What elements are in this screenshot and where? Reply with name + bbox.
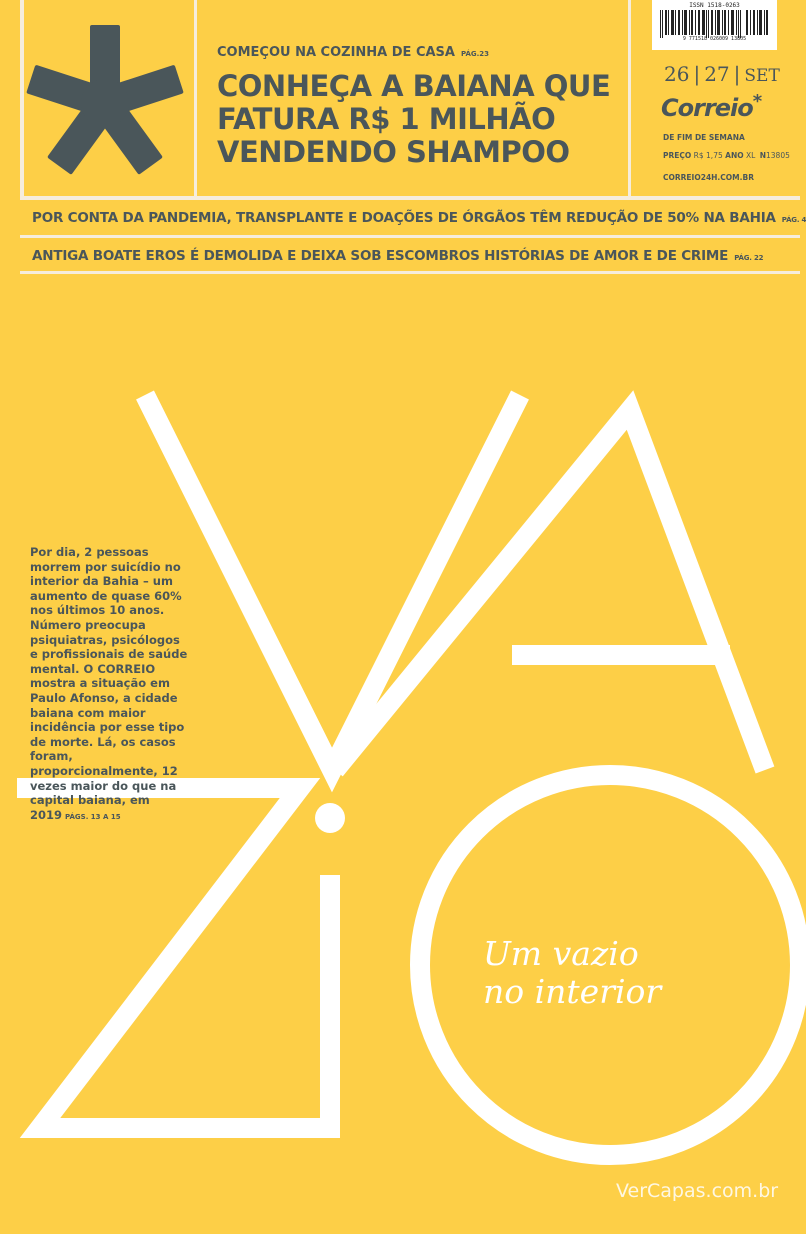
letter-z	[17, 788, 330, 1128]
year-label: ANO	[725, 151, 744, 160]
year-value: XL	[746, 151, 756, 160]
deck-line-1: Um vazio	[483, 934, 639, 973]
headline-line-1: CONHEÇA A BAIANA QUE	[217, 69, 611, 103]
top-story-kicker-text: COMEÇOU NA COZINHA DE CASA	[217, 45, 455, 60]
date-day-2: 27	[704, 62, 730, 86]
barcode-digits: 9 771518 026009 13805	[682, 36, 747, 42]
teaser-2-text: ANTIGA BOATE EROS É DEMOLIDA E DEIXA SOB ESCOMBROS HISTÓRIAS DE AMOR E DE CRIME	[32, 248, 729, 264]
brand-name: Correio	[661, 94, 753, 122]
headline-line-2: FATURA R$ 1 MILHÃO	[217, 102, 556, 136]
site-watermark: VerCapas.com.br	[616, 1180, 779, 1202]
letter-i-dot	[315, 803, 345, 833]
teaser-1-page: PÁG. 4	[781, 216, 806, 224]
top-story-kicker-page: PÁG.23	[460, 50, 490, 58]
price-value: R$ 1,75	[693, 151, 723, 160]
main-story-page: PÁGS. 13 A 15	[65, 812, 121, 821]
date-separator-2: |	[733, 62, 741, 86]
main-story-deck	[483, 935, 661, 1011]
main-story-text: Por dia, 2 pessoas morrem por suicídio no interior da Bahia – um aumento de quase 60% nos últimos 10 anos. Número preocupa psiquiatras, psicólogos e profissionais de saúde mental. O CORREIO mostra a situação em Paulo Afonso, a cidade baiana com maior incidência por esse tipo de morte. Lá, os casos foram, proporcionalmente, 12 vezes maior do que na capital baiana, em 2019	[30, 545, 188, 822]
date-month: SET	[744, 66, 780, 86]
date-separator-1: |	[693, 62, 701, 86]
teaser-2-page: PÁG. 22	[734, 254, 764, 262]
letter-v	[145, 395, 520, 770]
deck-line-2: no interior	[483, 972, 662, 1011]
letter-a	[335, 410, 765, 770]
date-day-1: 26	[664, 62, 690, 86]
website: CORREIO24H.COM.BR	[663, 173, 754, 182]
teaser-1-text: POR CONTA DA PANDEMIA, TRANSPLANTE E DOAÇÕES DE ÓRGÃOS TÊM REDUÇÃO DE 50% NA BAHIA	[32, 210, 776, 226]
edition-label: DE FIM DE SEMANA	[663, 133, 745, 142]
price-label: PREÇO	[663, 151, 692, 160]
main-story-body	[30, 545, 190, 824]
headline-line-3: VENDENDO SHAMPOO	[217, 135, 570, 169]
number-value: 13805	[766, 151, 790, 160]
brand-asterisk-icon: *	[752, 91, 762, 112]
issn-text: ISSN 1518-0263	[689, 2, 740, 9]
number-label: N	[759, 151, 766, 160]
